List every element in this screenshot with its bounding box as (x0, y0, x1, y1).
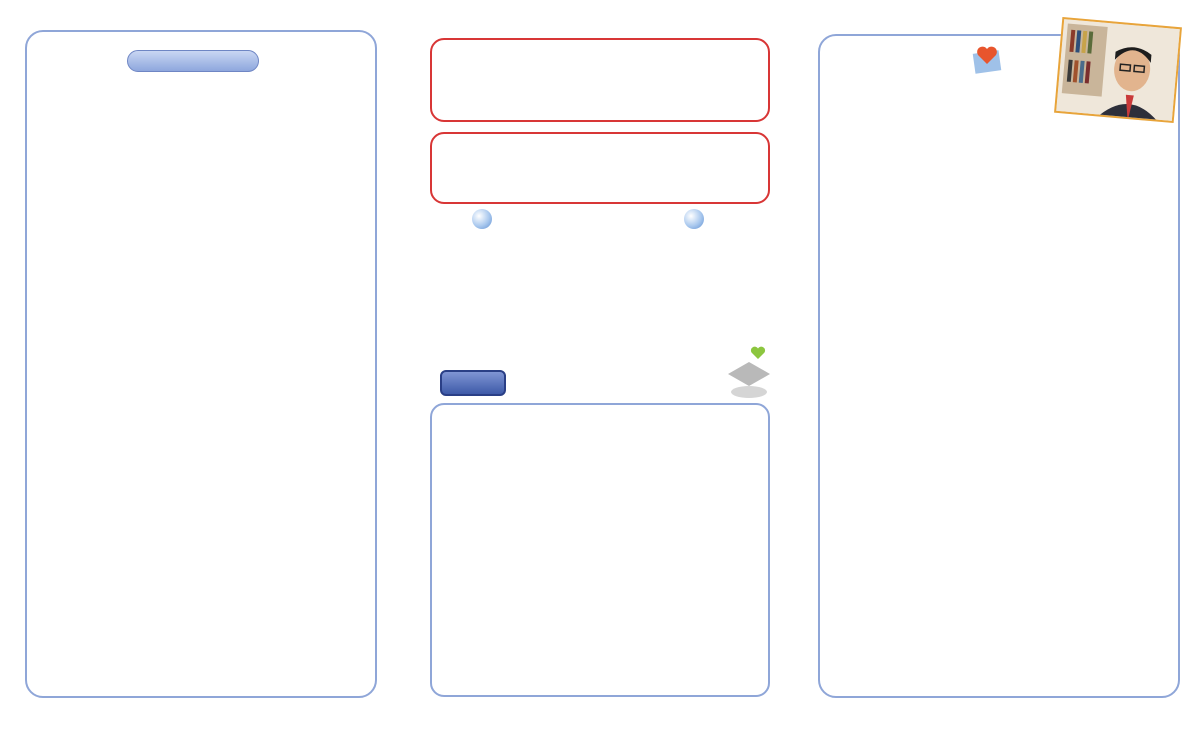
pastor-message-panel (818, 34, 1180, 698)
offering-title (440, 370, 506, 396)
order-item-row (37, 140, 373, 155)
order-of-worship (37, 140, 373, 169)
worship-order-panel (25, 30, 377, 698)
bubble-icon (684, 209, 704, 229)
offering-box (430, 403, 770, 697)
next-sunday-box (430, 38, 770, 122)
order-item-title-en (37, 155, 373, 170)
heart-icon (970, 42, 1004, 74)
pastor-photo (1054, 17, 1182, 123)
order-item-english (37, 155, 373, 170)
order-item-title (37, 140, 373, 155)
worship-title (127, 50, 259, 72)
diamond-icon (726, 354, 772, 400)
wednesday-prayer-box (430, 132, 770, 204)
prayer-title-block (470, 206, 710, 232)
bubble-icon (472, 209, 492, 229)
